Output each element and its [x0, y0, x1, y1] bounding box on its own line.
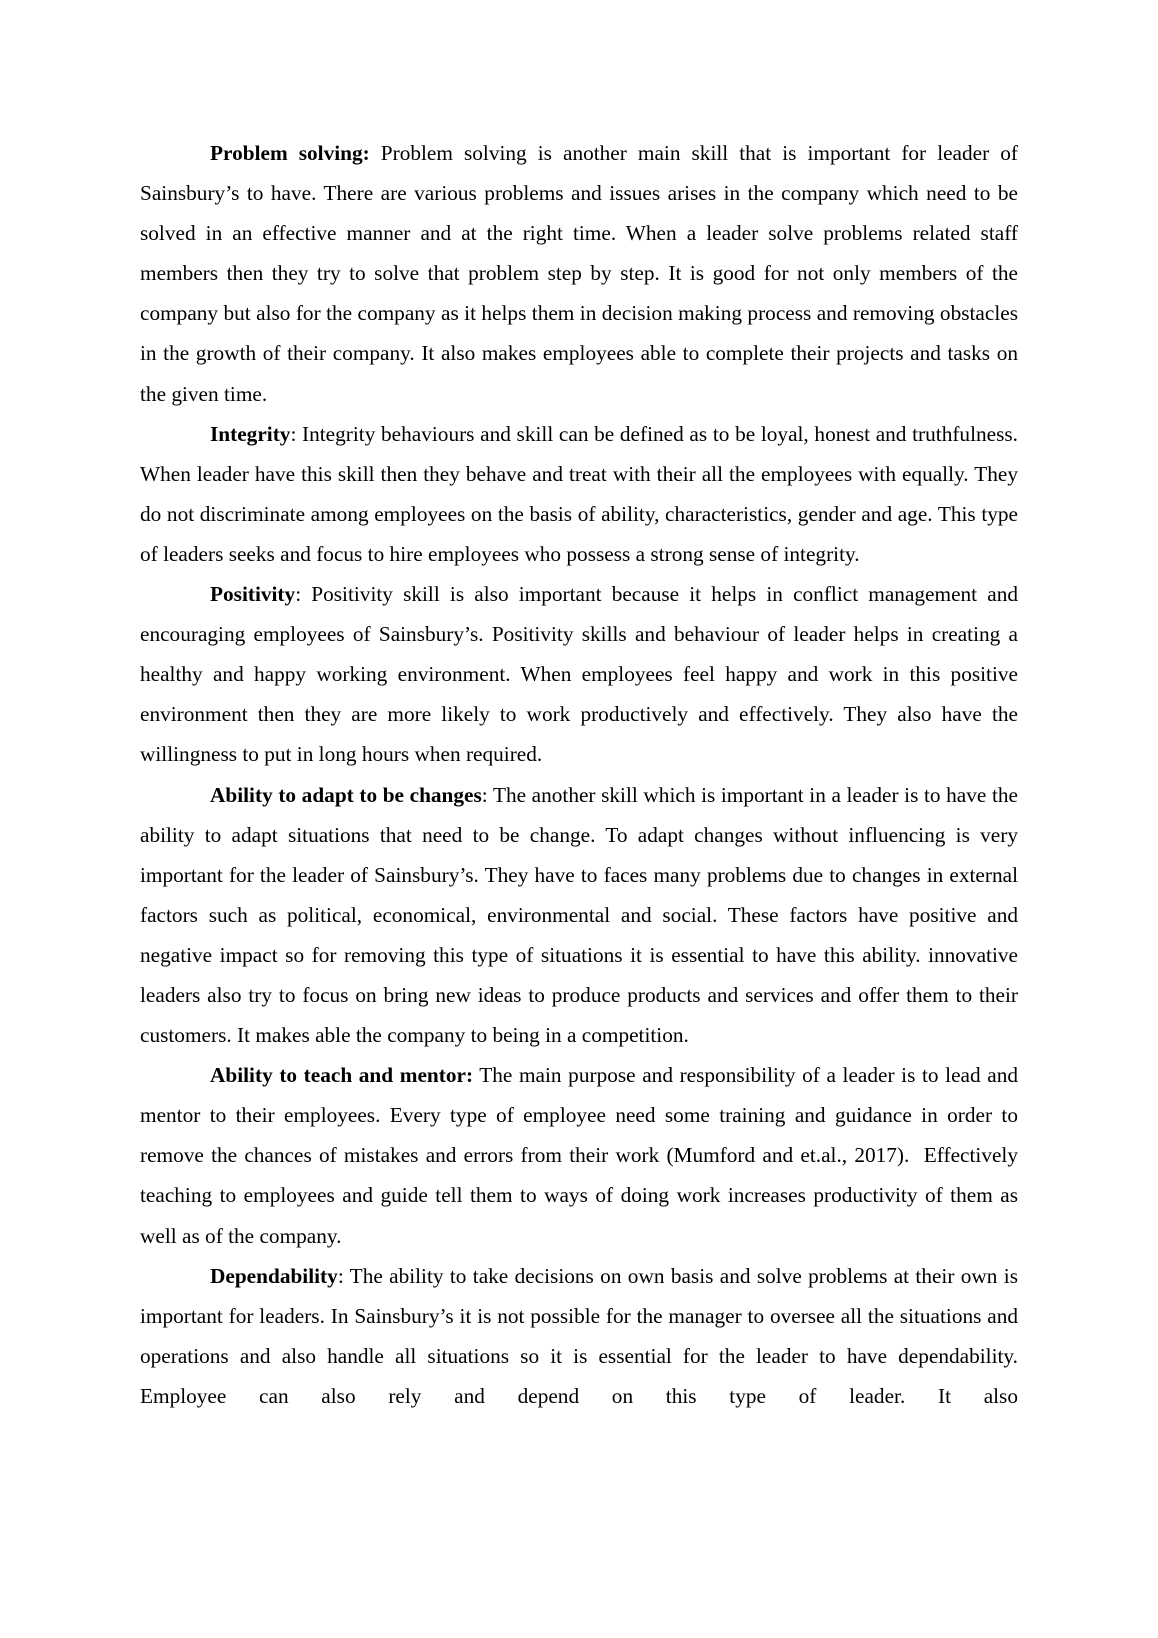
paragraph-text: The main purpose and responsibility of a leader is to lead and mentor to their employees. Every type of employee need some training and guidance in order to remove the chances of mistakes and errors from their work (Mumford and et.al., 2017). Effectively teaching to employees and guide tell them to ways of doing work increases productivity of them as well as of the company. [140, 1063, 1024, 1248]
paragraph-text: : The ability to take decisions on own basis and solve problems at their own is important for leaders. In Sainsbury’s it is not possible for the manager to oversee all the situations and operations and also handle all situations so it is essential for the leader to have dependability. Employee can also rely and depend on this type of leader. It also [140, 1263, 1018, 1408]
paragraph-integrity [140, 414, 1018, 574]
paragraph-text: : The another skill which is important in a leader is to have the ability to adapt situations that need to be change. To adapt changes without influencing is very important for the leader of Sainsbury’s. They have to faces many problems due to changes in external factors such as political, economical, environmental and social. These factors have positive and negative impact so for removing this type of situations it is essential to have this ability. innovative leaders also try to focus on bring new ideas to produce products and services and offer them to their customers. It makes able the company to being in a competition. [140, 782, 1018, 1048]
paragraph-problem-solving [140, 133, 1018, 414]
paragraph-text: : Positivity skill is also important because it helps in conflict management and encouraging employees of Sainsbury’s. Positivity skills and behaviour of leader helps in creating a healthy and happy working environment. When employees feel happy and work in this positive environment then they are more likely to work productively and effectively. They also have the willingness to put in long hours when required. [140, 582, 1018, 767]
paragraph-heading: Problem solving: [210, 141, 370, 165]
paragraph-teach-and-mentor [140, 1055, 1024, 1255]
paragraph-heading: Ability to teach and mentor: [210, 1063, 474, 1088]
paragraph-adapt-to-changes [140, 775, 1018, 1056]
paragraph-dependability [140, 1256, 1018, 1416]
paragraph-heading: Positivity [210, 582, 296, 607]
paragraph-heading: Ability to adapt to be changes [210, 782, 482, 807]
paragraph-text: : Integrity behaviours and skill can be defined as to be loyal, honest and truthfulness. When leader have this skill then they behave and treat with their all the employees with equally. They do not discriminate among employees on the basis of ability, characteristics, gender and age. This type of leaders seeks and focus to hire employees who possess a strong sense of integrity. [140, 421, 1018, 566]
paragraph-text: Problem solving is another main skill that is important for leader of Sainsbury’s to have. There are various problems and issues arises in the company which need to be solved in an effective manner and at the right time. When a leader solve problems related staff members then they try to solve that problem step by step. It is good for not only members of the company but also for the company as it helps them in decision making process and removing obstacles in the growth of their company. It also makes employees able to complete their projects and tasks on the given time. [140, 141, 1018, 406]
document-page [140, 133, 1024, 1416]
paragraph-positivity [140, 574, 1018, 774]
paragraph-heading: Integrity [210, 421, 291, 446]
paragraph-heading: Dependability [210, 1263, 338, 1288]
